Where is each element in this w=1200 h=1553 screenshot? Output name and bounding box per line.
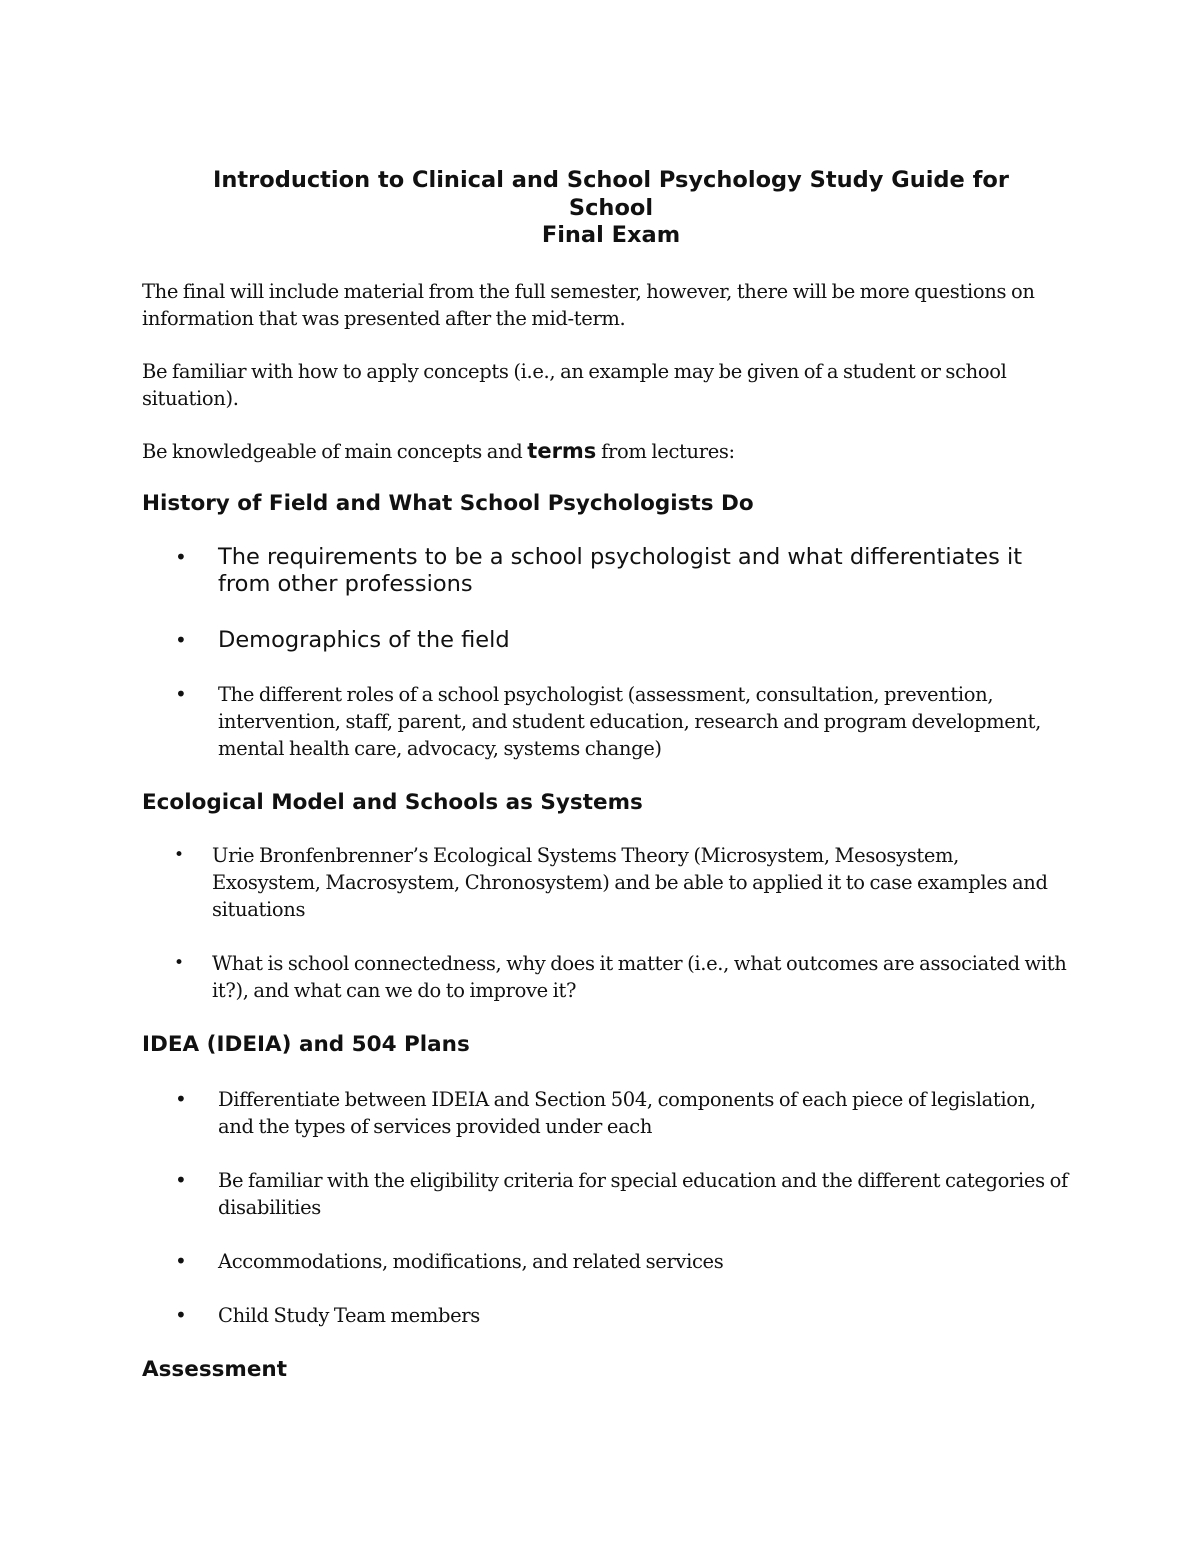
list-item-text: Child Study Team members [218,1304,480,1327]
list-item [142,627,1072,655]
bullet-icon: • [174,953,184,973]
intro-paragraph-apply: Be familiar with how to apply concepts (i.e., an example may be given of a student or school situation). [142,359,1007,410]
ecological-list [142,842,1072,1004]
list-item [142,950,1072,1004]
list-item-text: What is school connectedness, why does it matter (i.e., what outcomes are associated with it?), and what can we do to improve it? [212,952,1067,1002]
list-item [142,842,1072,923]
intro-paragraph-scope: The final will include material from the full semester, however, there will be more questions on information that was presented after the mid-term. [142,279,1035,330]
bullet-icon: • [175,627,187,652]
list-item [142,544,1072,599]
bullet-icon: • [175,1249,187,1273]
list-item [142,1086,1072,1140]
section-heading-ecological: Ecological Model and Schools as Systems [142,790,643,815]
section-heading-assessment: Assessment [142,1357,287,1382]
bullet-icon: • [175,1303,187,1327]
terms-text-before: Be knowledgeable of main concepts and [142,439,528,463]
list-item-text: Differentiate between IDEIA and Section 504, components of each piece of legislation, and the types of services provided under each [218,1088,1036,1138]
list-item-text: Demographics of the field [218,626,510,653]
bullet-icon: • [175,1087,187,1111]
bullet-icon: • [175,1168,187,1192]
list-item [142,1248,1072,1275]
bullet-icon: • [174,845,184,865]
section-heading-history: History of Field and What School Psychologists Do [142,490,754,516]
terms-text-after: from lectures: [596,439,735,463]
list-item [142,1302,1072,1329]
study-guide-page [142,167,1072,1384]
idea-list [142,1086,1072,1329]
history-list [142,544,1072,763]
section-heading-idea: IDEA (IDEIA) and 504 Plans [142,1032,470,1057]
document-title [142,167,1072,250]
intro-paragraph-terms [142,438,1072,465]
list-item-text: Accommodations, modifications, and related services [218,1250,724,1273]
list-item-text: The different roles of a school psychologist (assessment, consultation, prevention, intervention, staff, parent, and student education, research and program development, mental health care, advocacy, systems change) [218,683,1042,760]
list-item-text: Be familiar with the eligibility criteria for special education and the different categories of disabilities [218,1169,1068,1219]
title-line-3: Final Exam [541,222,681,248]
list-item-text: The requirements to be a school psychologist and what differentiates it from other professions [218,543,1023,597]
bullet-icon: • [175,544,187,569]
list-item-text: Urie Bronfenbrenner’s Ecological Systems Theory (Microsystem, Mesosystem, Exosystem, Macrosystem, Chronosystem) and be able to applied it to case examples and situations [212,844,1048,921]
title-line-1: Introduction to Clinical and School Psychology Study Guide for [213,167,1009,193]
terms-emphasis: terms [527,438,597,463]
bullet-icon: • [175,682,187,706]
list-item [142,1167,1072,1221]
list-item [142,681,1072,762]
title-line-2: School [568,194,654,221]
